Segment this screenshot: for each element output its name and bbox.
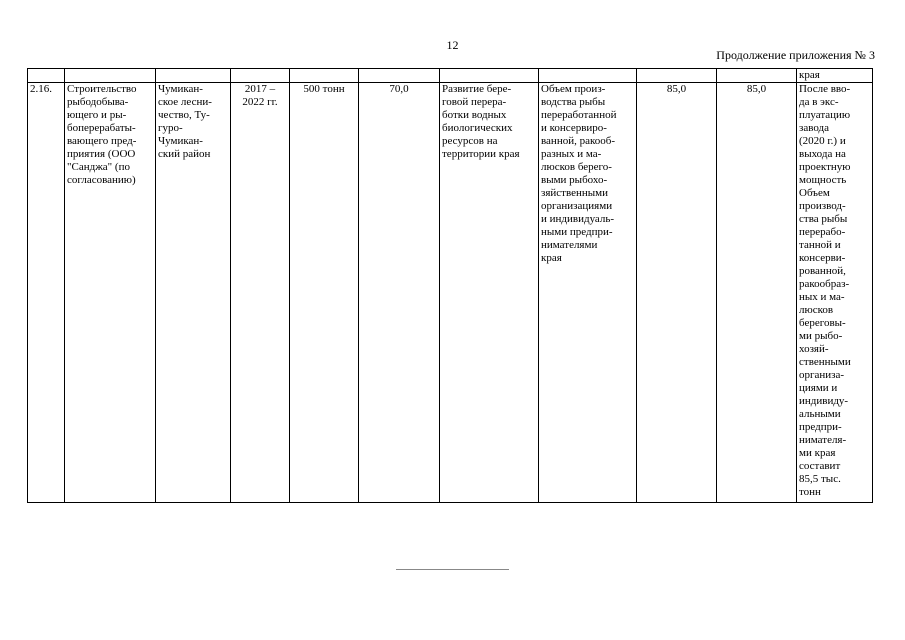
cell-line: ственными bbox=[799, 356, 851, 368]
cell-line: 2022 гг. bbox=[242, 96, 278, 108]
table-cell bbox=[231, 69, 290, 83]
table-cell bbox=[637, 69, 717, 83]
cell-line: ми рыбо- bbox=[799, 330, 843, 342]
row-number: 2.16. bbox=[28, 83, 65, 503]
cell-line: разных и ма- bbox=[541, 148, 602, 160]
cell-line: организа- bbox=[799, 369, 845, 381]
cell-line: завода bbox=[799, 122, 830, 134]
cell-line: Развитие бере- bbox=[442, 83, 512, 95]
footer-divider bbox=[396, 569, 509, 570]
table-cell bbox=[290, 69, 359, 83]
table-top-row bbox=[28, 69, 873, 83]
cell-line: водства рыбы bbox=[541, 96, 606, 108]
cell-line: циями и bbox=[799, 382, 838, 394]
project-investment: 70,0 bbox=[359, 83, 440, 503]
cell-line: ботки водных bbox=[442, 109, 507, 121]
cell-line: люсков bbox=[799, 304, 834, 316]
cell-line: переработанной bbox=[541, 109, 617, 121]
cell-line: плуатацию bbox=[799, 109, 851, 121]
cell-line: и консервиро- bbox=[541, 122, 607, 134]
cell-line: боперерабаты- bbox=[67, 122, 136, 134]
expected-result bbox=[797, 83, 873, 503]
table-cell bbox=[156, 69, 231, 83]
table-cell bbox=[717, 69, 797, 83]
cell-line: составит bbox=[799, 460, 841, 472]
cell-line: предпри- bbox=[799, 421, 842, 433]
cell-line: выхода на bbox=[799, 148, 846, 160]
cell-line: индивиду- bbox=[799, 395, 849, 407]
appendix-continuation-label: Продолжение приложения № 3 bbox=[716, 48, 875, 62]
cell-line: биологических bbox=[442, 122, 513, 134]
project-period bbox=[231, 83, 290, 503]
project-capacity: 500 тонн bbox=[290, 83, 359, 503]
cell-line: производ- bbox=[799, 200, 846, 212]
cell-line: (2020 г.) и bbox=[799, 135, 846, 147]
cell-line: хозяй- bbox=[799, 343, 829, 355]
cell-line: территории края bbox=[442, 148, 520, 160]
cell-line: 85,5 тыс. bbox=[799, 473, 841, 485]
cell-line: "Санджа" (по bbox=[67, 161, 130, 173]
cell-line: 2017 – bbox=[244, 83, 276, 95]
cell-line: люсков берего- bbox=[541, 161, 612, 173]
cell-line: ми края bbox=[799, 447, 836, 459]
cell-line: гуро- bbox=[158, 122, 183, 134]
cell-line: ракообраз- bbox=[799, 278, 850, 290]
project-name bbox=[65, 83, 156, 503]
cell-line: танной и bbox=[799, 239, 841, 251]
cell-line: ское лесни- bbox=[158, 96, 212, 108]
cell-line: тонн bbox=[799, 486, 821, 498]
cell-line: ных и ма- bbox=[799, 291, 845, 303]
cell-line: Чумикан- bbox=[158, 83, 203, 95]
indicator-value-1: 85,0 bbox=[637, 83, 717, 503]
cell-line: да в экс- bbox=[799, 96, 839, 108]
project-goal bbox=[440, 83, 539, 503]
cell-line: приятия (ООО bbox=[67, 148, 136, 160]
cell-line: ресурсов на bbox=[442, 135, 498, 147]
cell-line: ский район bbox=[158, 148, 211, 160]
table-cell bbox=[28, 69, 65, 83]
cell-line: После вво- bbox=[799, 83, 851, 95]
cell-line: и индивидуаль- bbox=[541, 213, 615, 225]
cell-line: края bbox=[541, 252, 562, 264]
cell-line: согласованию) bbox=[67, 174, 136, 186]
project-location bbox=[156, 83, 231, 503]
cell-line: мощность bbox=[799, 174, 847, 186]
cell-line: нимателя- bbox=[799, 434, 847, 446]
cell-line: говой перера- bbox=[442, 96, 507, 108]
table-cell-last: края bbox=[797, 69, 873, 83]
cell-line: Объем произ- bbox=[541, 83, 606, 95]
cell-line: выми рыбохо- bbox=[541, 174, 608, 186]
cell-line: рыбодобыва- bbox=[67, 96, 129, 108]
cell-line: перерабо- bbox=[799, 226, 846, 238]
cell-line: чество, Ту- bbox=[158, 109, 210, 121]
cell-line: береговы- bbox=[799, 317, 846, 329]
cell-line: проектную bbox=[799, 161, 851, 173]
cell-line: рованной, bbox=[799, 265, 846, 277]
page-number: 12 bbox=[446, 38, 459, 52]
program-table bbox=[27, 68, 873, 503]
cell-line: Чумикан- bbox=[158, 135, 203, 147]
cell-line: Объем bbox=[799, 187, 830, 199]
table-row bbox=[28, 83, 873, 503]
cell-line: Строительство bbox=[67, 83, 137, 95]
table-cell bbox=[539, 69, 637, 83]
cell-line: нимателями bbox=[541, 239, 598, 251]
cell-line: ющего и ры- bbox=[67, 109, 127, 121]
cell-line: ными предпри- bbox=[541, 226, 613, 238]
table-cell bbox=[359, 69, 440, 83]
cell-line: вающего пред- bbox=[67, 135, 137, 147]
project-indicator bbox=[539, 83, 637, 503]
cell-line: зяйственными bbox=[541, 187, 609, 199]
table-cell bbox=[65, 69, 156, 83]
cell-line: ства рыбы bbox=[799, 213, 848, 225]
indicator-value-2: 85,0 bbox=[717, 83, 797, 503]
table-cell bbox=[440, 69, 539, 83]
cell-line: организациями bbox=[541, 200, 613, 212]
cell-line: ванной, ракооб- bbox=[541, 135, 616, 147]
cell-line: консерви- bbox=[799, 252, 846, 264]
cell-line: альными bbox=[799, 408, 841, 420]
